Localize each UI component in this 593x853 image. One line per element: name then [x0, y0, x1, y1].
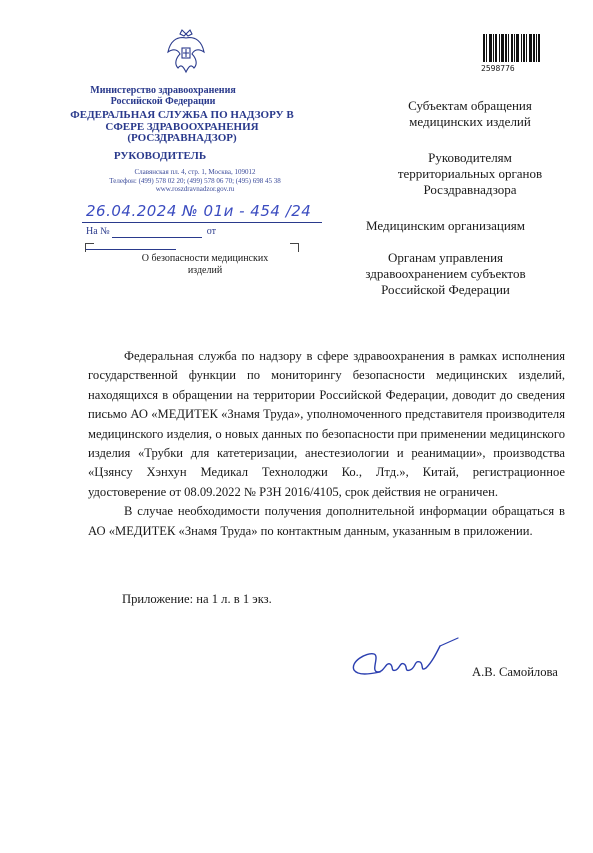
- address-line-1: Славянская пл. 4, стр. 1, Москва, 109012: [134, 168, 256, 176]
- from-label: от: [206, 226, 216, 237]
- number-blank: [112, 226, 202, 238]
- reference-line: [86, 226, 306, 250]
- subject: О безопасности медицинских изделий: [141, 253, 269, 276]
- signer-name: А.В. Самойлова: [472, 665, 558, 679]
- role-title: РУКОВОДИТЕЛЬ: [113, 150, 207, 162]
- appendix-note: Приложение: на 1 л. в 1 экз.: [122, 592, 272, 606]
- from-blank: [86, 238, 176, 250]
- coat-of-arms-emblem: [166, 28, 206, 76]
- date-underline: [82, 222, 322, 223]
- address-line-2: Телефон: (499) 578 02 20; (499) 578 06 70; (495) 698 45 38: [109, 176, 281, 185]
- barcode-number: 2598776: [481, 64, 515, 73]
- letter-body: [88, 347, 565, 541]
- handwritten-signature: [340, 632, 470, 692]
- addressee-3: Медицинским организациям: [366, 218, 525, 233]
- service-name: ФЕДЕРАЛЬНАЯ СЛУЖБА ПО НАДЗОРУ В СФЕРЕ ЗДРАВООХРАНЕНИЯ (РОСЗДРАВНАДЗОР): [70, 109, 294, 144]
- addressee-4: Органам управления здравоохранением субъектов Российской Федерации: [365, 250, 526, 297]
- number-label: На №: [86, 226, 110, 237]
- ministry-name: Министерство здравоохранения Российской Федерации: [90, 85, 236, 107]
- subject-bracket-right: [290, 243, 299, 252]
- addressee-2: Руководителям территориальных органов Росздравнадзора: [397, 150, 543, 197]
- website: www.roszdravnadzor.gov.ru: [155, 185, 235, 193]
- handwritten-date-number: 26.04.2024 № 01и - 454 /24: [86, 202, 312, 220]
- body-paragraph-2: В случае необходимости получения дополнительной информации обращаться в АО «МЕДИТЕК «Знамя Труда» по контактным данным, указанным в приложении.: [88, 504, 565, 538]
- subject-bracket-left: [85, 243, 94, 252]
- barcode: [483, 34, 547, 62]
- address-block: [70, 168, 320, 194]
- addressee-1: Субъектам обращения медицинских изделий: [408, 98, 532, 129]
- body-paragraph-1: Федеральная служба по надзору в сфере здравоохранения в рамках исполнения государственной функции по мониторингу безопасности медицинских изделий, находящихся в обращении на территории Российской Федерации, доводит до сведения письмо АО «МЕДИТЕК «Знамя Труда», уполномоченного представителя производителя медицинского изделия, о новых данных по безопасности при применении медицинского изделия «Трубки для катетеризации, анестезиологии и реанимации», производства «Цзянсу Хэнхун Медикал Технолоджи Ко., Лтд.», Китай, регистрационное удостоверение от 08.09.2022 № РЗН 2016/4105, срок действия не ограничен.: [88, 349, 565, 499]
